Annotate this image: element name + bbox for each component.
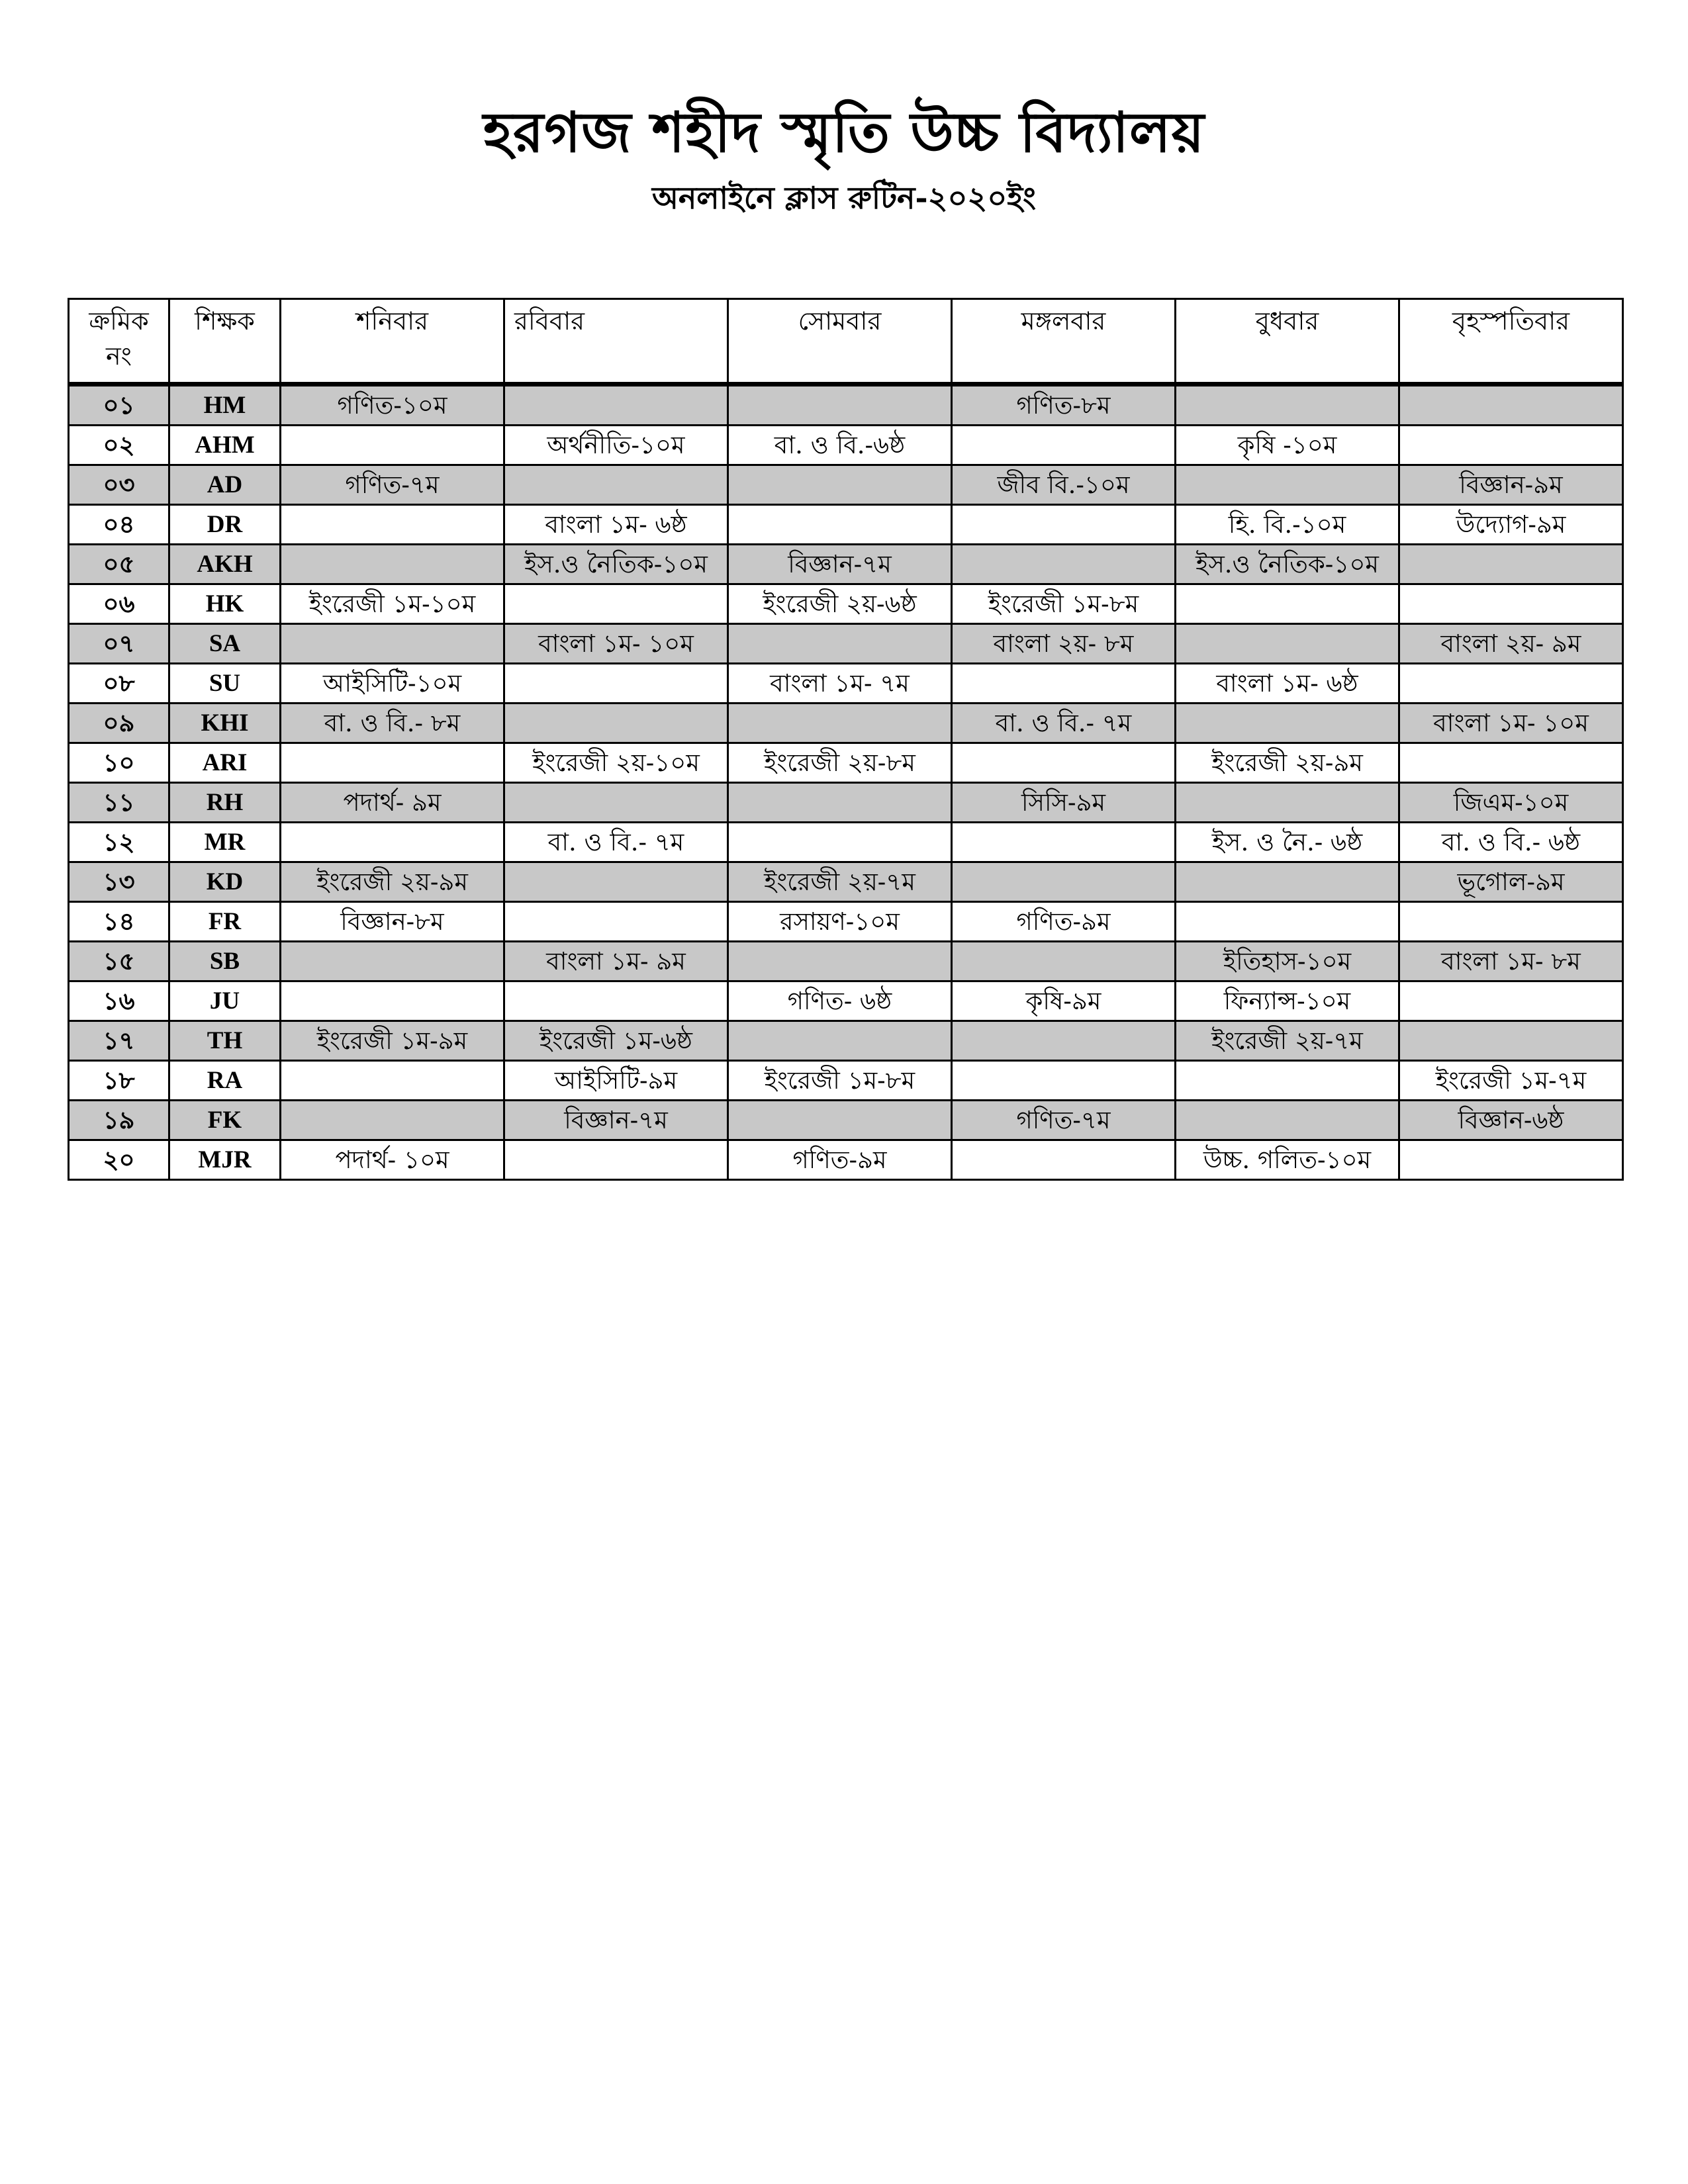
cell-sunday [504, 584, 728, 624]
cell-wednesday: ফিন্যান্স-১০ম [1176, 981, 1399, 1021]
teacher-cell: KD [169, 862, 281, 902]
table-row [69, 1101, 1623, 1140]
table-row [69, 942, 1623, 981]
cell-tuesday: গণিত-৭ম [952, 1101, 1176, 1140]
cell-saturday: ইংরেজী ১ম-৯ম [281, 1021, 504, 1061]
table-row [69, 505, 1623, 545]
cell-tuesday: জীব বি.-১০ম [952, 465, 1176, 505]
table-row [69, 426, 1623, 465]
cell-saturday: পদার্থ- ৯ম [281, 783, 504, 823]
header-thursday: বৃহস্পতিবার [1399, 299, 1623, 385]
cell-tuesday [952, 505, 1176, 545]
teacher-cell: AD [169, 465, 281, 505]
serial-cell: ০৩ [69, 465, 169, 505]
cell-tuesday: বাংলা ২য়- ৮ম [952, 624, 1176, 664]
table-row [69, 624, 1623, 664]
cell-sunday: ইংরেজী ২য়-১০ম [504, 743, 728, 783]
teacher-cell: SU [169, 664, 281, 704]
serial-cell: ১০ [69, 743, 169, 783]
header-teacher: শিক্ষক [169, 299, 281, 385]
teacher-cell: MR [169, 823, 281, 862]
cell-thursday: বাংলা ১ম- ১০ম [1399, 704, 1623, 743]
cell-saturday [281, 505, 504, 545]
cell-monday [728, 783, 952, 823]
header-wednesday: বুধবার [1176, 299, 1399, 385]
class-routine-table [68, 298, 1624, 1181]
table-row [69, 743, 1623, 783]
cell-saturday: বিজ্ঞান-৮ম [281, 902, 504, 942]
cell-tuesday: কৃষি-৯ম [952, 981, 1176, 1021]
cell-saturday [281, 624, 504, 664]
serial-cell: ১৪ [69, 902, 169, 942]
cell-saturday: ইংরেজী ১ম-১০ম [281, 584, 504, 624]
teacher-cell: MJR [169, 1140, 281, 1180]
table-row [69, 704, 1623, 743]
cell-thursday [1399, 385, 1623, 426]
cell-thursday [1399, 664, 1623, 704]
serial-cell: ২০ [69, 1140, 169, 1180]
cell-wednesday [1176, 465, 1399, 505]
serial-cell: ০৯ [69, 704, 169, 743]
table-header [69, 299, 1623, 385]
cell-wednesday: কৃষি -১০ম [1176, 426, 1399, 465]
cell-thursday [1399, 1140, 1623, 1180]
cell-monday: বাংলা ১ম- ৭ম [728, 664, 952, 704]
cell-wednesday: ইস. ও নৈ.- ৬ষ্ঠ [1176, 823, 1399, 862]
serial-cell: ১১ [69, 783, 169, 823]
serial-cell: ১৭ [69, 1021, 169, 1061]
cell-monday: গণিত- ৬ষ্ঠ [728, 981, 952, 1021]
cell-wednesday: ইস.ও নৈতিক-১০ম [1176, 545, 1399, 584]
serial-cell: ০৫ [69, 545, 169, 584]
cell-tuesday: বা. ও বি.- ৭ম [952, 704, 1176, 743]
cell-saturday [281, 1061, 504, 1101]
cell-thursday [1399, 1021, 1623, 1061]
table-row [69, 584, 1623, 624]
cell-saturday [281, 545, 504, 584]
cell-monday: বা. ও বি.-৬ষ্ঠ [728, 426, 952, 465]
teacher-cell: RA [169, 1061, 281, 1101]
cell-thursday [1399, 981, 1623, 1021]
serial-cell: ১২ [69, 823, 169, 862]
cell-wednesday [1176, 704, 1399, 743]
cell-tuesday [952, 664, 1176, 704]
serial-cell: ১৯ [69, 1101, 169, 1140]
cell-monday: ইংরেজী ২য়-৮ম [728, 743, 952, 783]
cell-monday [728, 942, 952, 981]
serial-cell: ১৫ [69, 942, 169, 981]
teacher-cell: JU [169, 981, 281, 1021]
cell-sunday [504, 902, 728, 942]
serial-cell: ০২ [69, 426, 169, 465]
cell-monday: রসায়ণ-১০ম [728, 902, 952, 942]
cell-saturday [281, 426, 504, 465]
cell-tuesday: ইংরেজী ১ম-৮ম [952, 584, 1176, 624]
teacher-cell: SB [169, 942, 281, 981]
cell-saturday: আইসিটি-১০ম [281, 664, 504, 704]
cell-thursday: বিজ্ঞান-৬ষ্ঠ [1399, 1101, 1623, 1140]
table-row [69, 981, 1623, 1021]
serial-cell: ০৬ [69, 584, 169, 624]
cell-thursday: বাংলা ১ম- ৮ম [1399, 942, 1623, 981]
teacher-cell: DR [169, 505, 281, 545]
cell-saturday: বা. ও বি.- ৮ম [281, 704, 504, 743]
teacher-cell: HK [169, 584, 281, 624]
cell-sunday [504, 704, 728, 743]
teacher-cell: AKH [169, 545, 281, 584]
cell-tuesday: গণিত-৮ম [952, 385, 1176, 426]
cell-wednesday [1176, 1061, 1399, 1101]
cell-wednesday [1176, 385, 1399, 426]
serial-cell: ১৮ [69, 1061, 169, 1101]
routine-subtitle: অনলাইনে ক্লাস রুটিন-২০২০ইং [652, 180, 1036, 216]
teacher-cell: HM [169, 385, 281, 426]
header-serial [69, 299, 169, 385]
cell-sunday: বাংলা ১ম- ৬ষ্ঠ [504, 505, 728, 545]
cell-thursday [1399, 902, 1623, 942]
header-tuesday: মঙ্গলবার [952, 299, 1176, 385]
cell-sunday [504, 862, 728, 902]
cell-tuesday: গণিত-৯ম [952, 902, 1176, 942]
table-row [69, 1021, 1623, 1061]
cell-wednesday [1176, 624, 1399, 664]
table-row [69, 664, 1623, 704]
cell-wednesday: ইংরেজী ২য়-৭ম [1176, 1021, 1399, 1061]
cell-monday [728, 505, 952, 545]
school-title: হরগজ শহীদ স্মৃতি উচ্চ বিদ্যালয় [483, 99, 1205, 165]
cell-saturday [281, 942, 504, 981]
cell-tuesday [952, 1140, 1176, 1180]
header-row [69, 299, 1623, 385]
teacher-cell: RH [169, 783, 281, 823]
table-row [69, 545, 1623, 584]
cell-sunday: বাংলা ১ম- ১০ম [504, 624, 728, 664]
cell-thursday: উদ্যোগ-৯ম [1399, 505, 1623, 545]
cell-tuesday [952, 426, 1176, 465]
cell-sunday: বিজ্ঞান-৭ম [504, 1101, 728, 1140]
cell-monday [728, 1101, 952, 1140]
table-row [69, 1061, 1623, 1101]
cell-wednesday [1176, 584, 1399, 624]
cell-saturday [281, 743, 504, 783]
cell-wednesday [1176, 902, 1399, 942]
cell-sunday: ইস.ও নৈতিক-১০ম [504, 545, 728, 584]
cell-wednesday [1176, 862, 1399, 902]
cell-thursday: বিজ্ঞান-৯ম [1399, 465, 1623, 505]
cell-monday [728, 1021, 952, 1061]
table-row [69, 823, 1623, 862]
cell-tuesday [952, 823, 1176, 862]
table-body [69, 385, 1623, 1180]
teacher-cell: KHI [169, 704, 281, 743]
cell-thursday: বাংলা ২য়- ৯ম [1399, 624, 1623, 664]
cell-wednesday: হি. বি.-১০ম [1176, 505, 1399, 545]
teacher-cell: FR [169, 902, 281, 942]
cell-thursday: ভূগোল-৯ম [1399, 862, 1623, 902]
cell-thursday [1399, 743, 1623, 783]
header-monday: সোমবার [728, 299, 952, 385]
cell-sunday [504, 981, 728, 1021]
cell-tuesday [952, 1021, 1176, 1061]
cell-monday: ইংরেজী ২য়-৭ম [728, 862, 952, 902]
cell-tuesday [952, 1061, 1176, 1101]
cell-sunday [504, 664, 728, 704]
cell-thursday: বা. ও বি.- ৬ষ্ঠ [1399, 823, 1623, 862]
cell-sunday [504, 1140, 728, 1180]
cell-tuesday [952, 862, 1176, 902]
cell-saturday [281, 981, 504, 1021]
header-serial-line2: নং [105, 341, 132, 371]
header-serial-line1: ক্রমিক [89, 306, 149, 336]
cell-saturday: ইংরেজী ২য়-৯ম [281, 862, 504, 902]
header-saturday: শনিবার [281, 299, 504, 385]
cell-wednesday: উচ্চ. গলিত-১০ম [1176, 1140, 1399, 1180]
cell-sunday: ইংরেজী ১ম-৬ষ্ঠ [504, 1021, 728, 1061]
cell-tuesday: সিসি-৯ম [952, 783, 1176, 823]
teacher-cell: FK [169, 1101, 281, 1140]
teacher-cell: ARI [169, 743, 281, 783]
cell-monday [728, 704, 952, 743]
header-sunday: রবিবার [504, 299, 728, 385]
cell-sunday [504, 465, 728, 505]
table-row [69, 902, 1623, 942]
cell-monday: বিজ্ঞান-৭ম [728, 545, 952, 584]
cell-monday [728, 823, 952, 862]
cell-thursday: ইংরেজী ১ম-৭ম [1399, 1061, 1623, 1101]
teacher-cell: AHM [169, 426, 281, 465]
serial-cell: ০১ [69, 385, 169, 426]
cell-monday [728, 385, 952, 426]
teacher-cell: SA [169, 624, 281, 664]
cell-sunday: বাংলা ১ম- ৯ম [504, 942, 728, 981]
cell-saturday [281, 1101, 504, 1140]
cell-thursday: জিএম-১০ম [1399, 783, 1623, 823]
cell-sunday [504, 783, 728, 823]
table-row [69, 1140, 1623, 1180]
table-row [69, 465, 1623, 505]
cell-saturday: গণিত-৭ম [281, 465, 504, 505]
cell-monday [728, 465, 952, 505]
cell-sunday [504, 385, 728, 426]
cell-saturday: গণিত-১০ম [281, 385, 504, 426]
cell-thursday [1399, 545, 1623, 584]
serial-cell: ১৩ [69, 862, 169, 902]
cell-sunday: বা. ও বি.- ৭ম [504, 823, 728, 862]
cell-tuesday [952, 545, 1176, 584]
cell-monday: গণিত-৯ম [728, 1140, 952, 1180]
cell-sunday: আইসিটি-৯ম [504, 1061, 728, 1101]
cell-thursday [1399, 426, 1623, 465]
cell-tuesday [952, 942, 1176, 981]
cell-wednesday [1176, 783, 1399, 823]
cell-monday: ইংরেজী ১ম-৮ম [728, 1061, 952, 1101]
teacher-cell: TH [169, 1021, 281, 1061]
serial-cell: ১৬ [69, 981, 169, 1021]
cell-monday [728, 624, 952, 664]
cell-wednesday: ইংরেজী ২য়-৯ম [1176, 743, 1399, 783]
serial-cell: ০৭ [69, 624, 169, 664]
cell-sunday: অর্থনীতি-১০ম [504, 426, 728, 465]
table-row [69, 862, 1623, 902]
cell-saturday [281, 823, 504, 862]
cell-thursday [1399, 584, 1623, 624]
table-row [69, 385, 1623, 426]
cell-wednesday: ইতিহাস-১০ম [1176, 942, 1399, 981]
cell-wednesday [1176, 1101, 1399, 1140]
cell-tuesday [952, 743, 1176, 783]
cell-wednesday: বাংলা ১ম- ৬ষ্ঠ [1176, 664, 1399, 704]
serial-cell: ০৪ [69, 505, 169, 545]
table-row [69, 783, 1623, 823]
serial-cell: ০৮ [69, 664, 169, 704]
cell-saturday: পদার্থ- ১০ম [281, 1140, 504, 1180]
cell-monday: ইংরেজী ২য়-৬ষ্ঠ [728, 584, 952, 624]
